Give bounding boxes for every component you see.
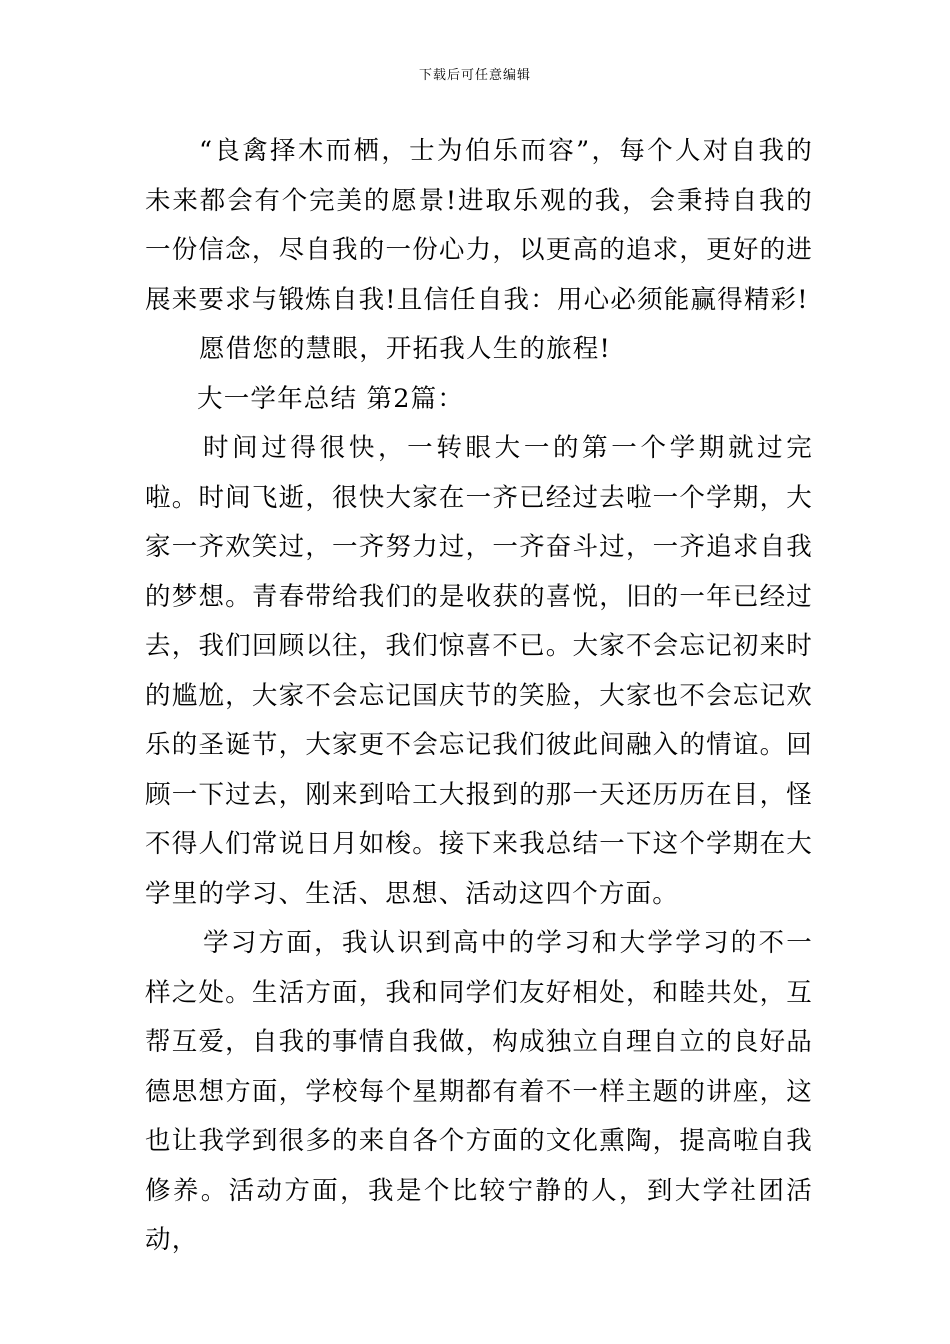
paragraph-intro-quote: “良禽择木而栖，士为伯乐而容”，每个人对自我的未来都会有个完美的愿景!进取乐观的我，会秉持自我的一份信念，尽自我的一份心力，以更高的追求，更好的进展来要求与锻炼自我!且信任自我：用心必须能赢得精彩! (145, 136, 813, 315)
paragraph-time-passing: 时间过得很快，一转眼大一的第一个学期就过完啦。时间飞逝，很快大家在一齐已经过去啦一个学期，大家一齐欢笑过，一齐努力过，一齐奋斗过，一齐追求自我的梦想。青春带给我们的是收获的喜悦，旧的一年已经过去，我们回顾以往，我们惊喜不已。大家不会忘记初来时的尴尬，大家不会忘记国庆节的笑脸，大家也不会忘记欢乐的圣诞节，大家更不会忘记我们彼此间融入的情谊。回顾一下过去，刚来到哈工大报到的那一天还历历在目，怪不得人们常说日月如梭。接下来我总结一下这个学期在大学里的学习、生活、思想、活动这四个方面。 (145, 433, 813, 909)
section-title: 大一学年总结 第2篇： (197, 383, 465, 414)
paragraph-aspects: 学习方面，我认识到高中的学习和大学学习的不一样之处。生活方面，我和同学们友好相处，和睦共处，互帮互爱，自我的事情自我做，构成独立自理自立的良好品德思想方面，学校每个星期都有着不一样主题的讲座，这也让我学到很多的来自各个方面的文化熏陶，提高啦自我修养。活动方面，我是个比较宁静的人，到大学社团活动， (145, 928, 813, 1255)
page-header: 下载后可任意编辑 (418, 68, 531, 83)
paragraph-wish: 愿借您的慧眼，开拓我人生的旅程! (199, 334, 611, 364)
document-body (145, 127, 813, 1266)
